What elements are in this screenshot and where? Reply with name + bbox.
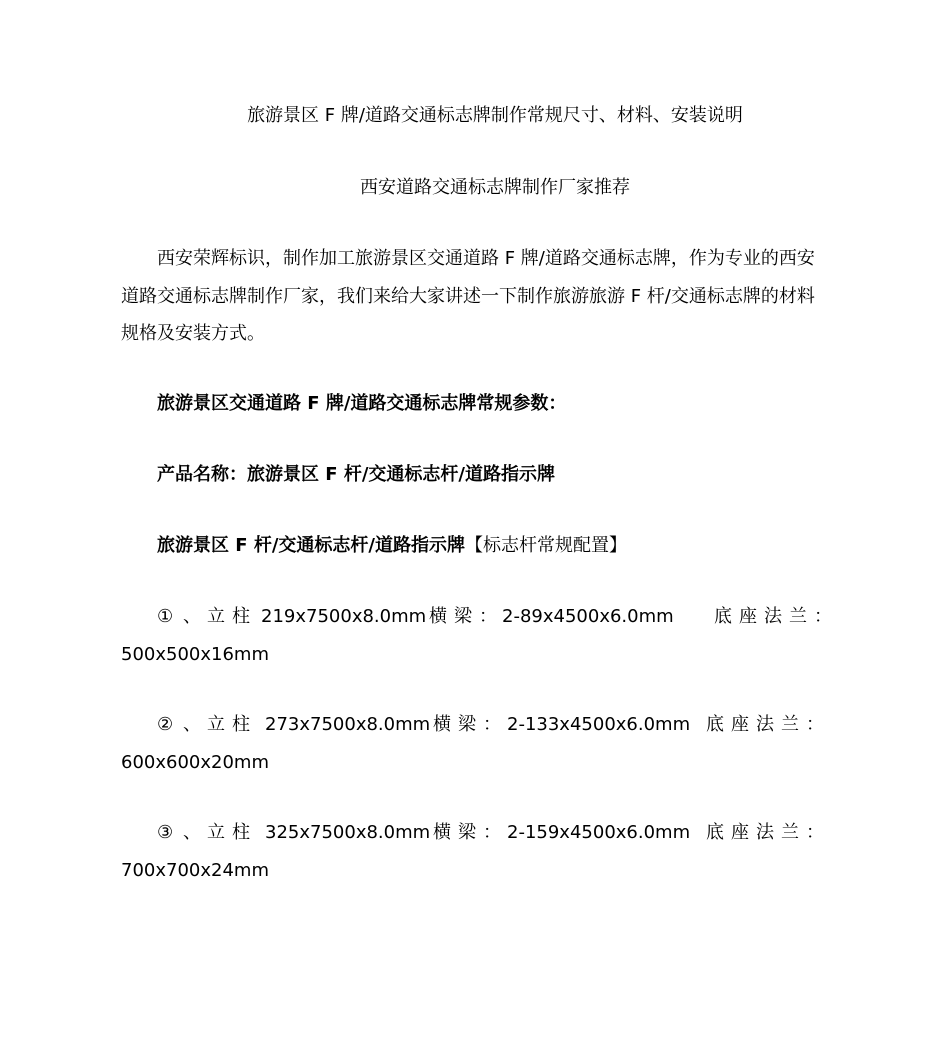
- spec-flange-value-3: 700x700x24mm: [121, 860, 269, 881]
- spec-marker: ②: [157, 714, 174, 735]
- spec-beam-value: 2-133x4500x6.0mm: [507, 714, 691, 735]
- spec-separator: 、: [183, 606, 201, 627]
- spec-flange-label: 底座法兰：: [714, 606, 839, 627]
- spec-beam-value: 2-159x4500x6.0mm: [507, 822, 691, 843]
- spec-column-label: 立柱: [207, 822, 257, 843]
- spec-row-1: [157, 605, 839, 629]
- spec-column-value: 273x7500x8.0mm: [265, 714, 431, 735]
- intro-line-3: 规格及安装方式。: [121, 323, 265, 344]
- spec-marker: ③: [157, 822, 174, 843]
- spec-flange-value-2: 600x600x20mm: [121, 752, 269, 773]
- spec-separator: 、: [183, 822, 201, 843]
- spec-marker: ①: [157, 606, 174, 627]
- spec-row-2: [157, 713, 831, 737]
- document-title: 旅游景区 F 牌/道路交通标志牌制作常规尺寸、材料、安装说明: [247, 105, 743, 126]
- product-name: 产品名称：旅游景区 F 杆/交通标志杆/道路指示牌: [157, 464, 555, 485]
- config-heading-normal: 【标志杆常规配置】: [464, 535, 627, 556]
- spec-flange-label: 底座法兰：: [706, 822, 831, 843]
- spec-row-3: [157, 821, 831, 845]
- spec-separator: 、: [183, 714, 201, 735]
- spec-flange-value-1: 500x500x16mm: [121, 644, 269, 665]
- config-heading-bold: 旅游景区 F 杆/交通标志杆/道路指示牌: [157, 535, 465, 556]
- spec-beam-label: 横梁：: [433, 822, 508, 843]
- spec-column-label: 立柱: [207, 606, 257, 627]
- spec-column-value: 325x7500x8.0mm: [265, 822, 431, 843]
- section-heading: 旅游景区交通道路 F 牌/道路交通标志牌常规参数：: [157, 393, 567, 414]
- spec-column-label: 立柱: [207, 714, 257, 735]
- spec-beam-label: 横梁：: [433, 714, 508, 735]
- config-heading: [157, 534, 627, 558]
- spec-beam-value: 2-89x4500x6.0mm: [502, 606, 674, 627]
- spec-beam-label: 横梁：: [429, 606, 504, 627]
- document-subtitle: 西安道路交通标志牌制作厂家推荐: [360, 177, 630, 198]
- spec-flange-label: 底座法兰：: [706, 714, 831, 735]
- intro-line-2: 道路交通标志牌制作厂家，我们来给大家讲述一下制作旅游旅游 F 杆/交通标志牌的材料: [121, 286, 815, 307]
- intro-line-1: 西安荣辉标识，制作加工旅游景区交通道路 F 牌/道路交通标志牌，作为专业的西安: [157, 248, 815, 269]
- spec-column-value: 219x7500x8.0mm: [261, 606, 427, 627]
